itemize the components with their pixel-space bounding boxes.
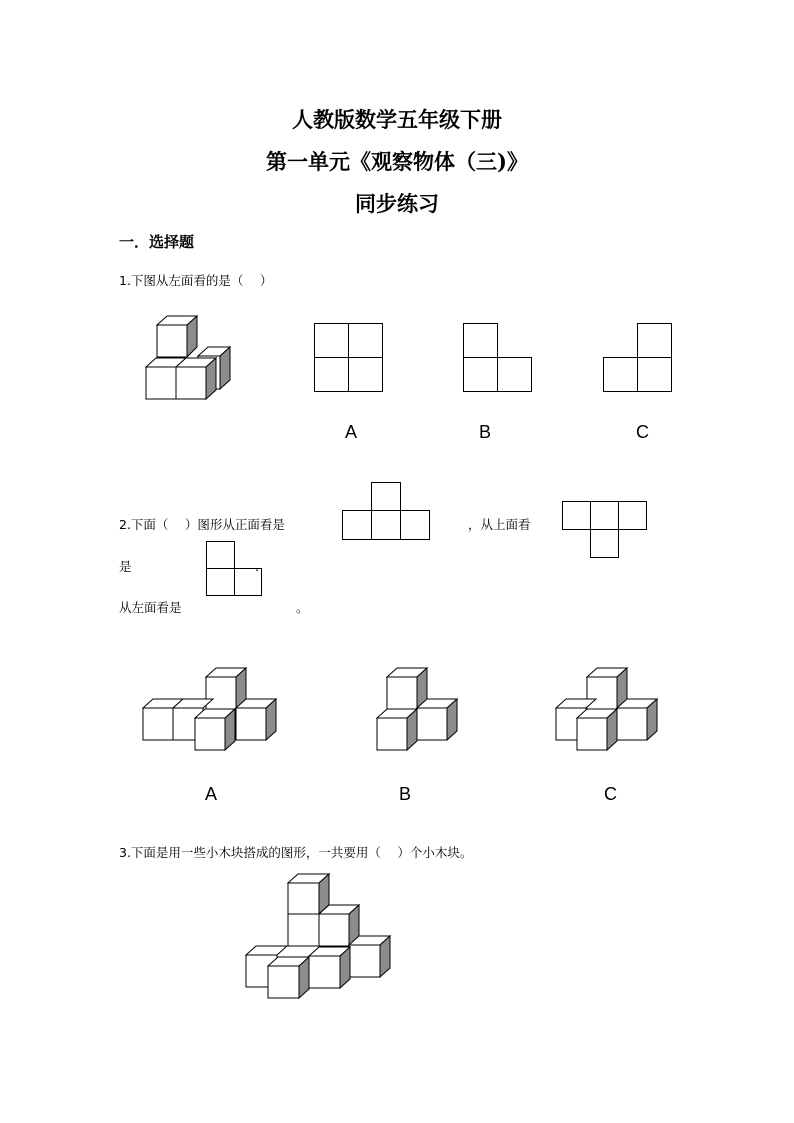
question-2-end-text: 。 — [296, 600, 309, 615]
question-2-left-text: 从左面看是 — [119, 600, 182, 615]
q3-cube-figure — [240, 870, 400, 1002]
q1-option-c-label: C — [636, 422, 649, 442]
q2-front-view — [342, 482, 432, 542]
q2-top-view — [562, 501, 652, 561]
subtitle: 同步练习 — [355, 191, 439, 216]
question-3-text: 3.下面是用一些小木块搭成的图形，一共要用（ ）个小木块。 — [119, 845, 473, 860]
q1-cube-figure — [140, 310, 240, 405]
question-2-dot: . — [255, 559, 259, 574]
q1-option-c-view — [603, 323, 673, 393]
q2-option-b-figure — [373, 664, 473, 759]
section-heading: 一．选择题 — [119, 233, 195, 251]
question-2-top-text: ，从上面看 — [468, 517, 531, 532]
q1-option-a-view — [314, 323, 384, 393]
q1-option-b-label: B — [479, 422, 492, 442]
q2-option-a-label: A — [205, 784, 218, 804]
question-2-is-text: 是 — [119, 559, 132, 574]
q2-option-b-label: B — [399, 784, 412, 804]
q1-option-b-view — [463, 323, 533, 393]
q2-option-c-figure — [553, 664, 665, 759]
question-2-text: 2.下面（ ）图形从正面看是 — [119, 517, 285, 532]
page-title: 人教版数学五年级下册 — [292, 107, 502, 132]
question-1-text: 1.下图从左面看的是（ ） — [119, 273, 273, 288]
unit-title: 第一单元《观察物体（三)》 — [266, 149, 528, 174]
q1-option-a-label: A — [345, 422, 358, 442]
q2-option-a-figure — [140, 664, 280, 759]
q2-option-c-label: C — [604, 784, 617, 804]
